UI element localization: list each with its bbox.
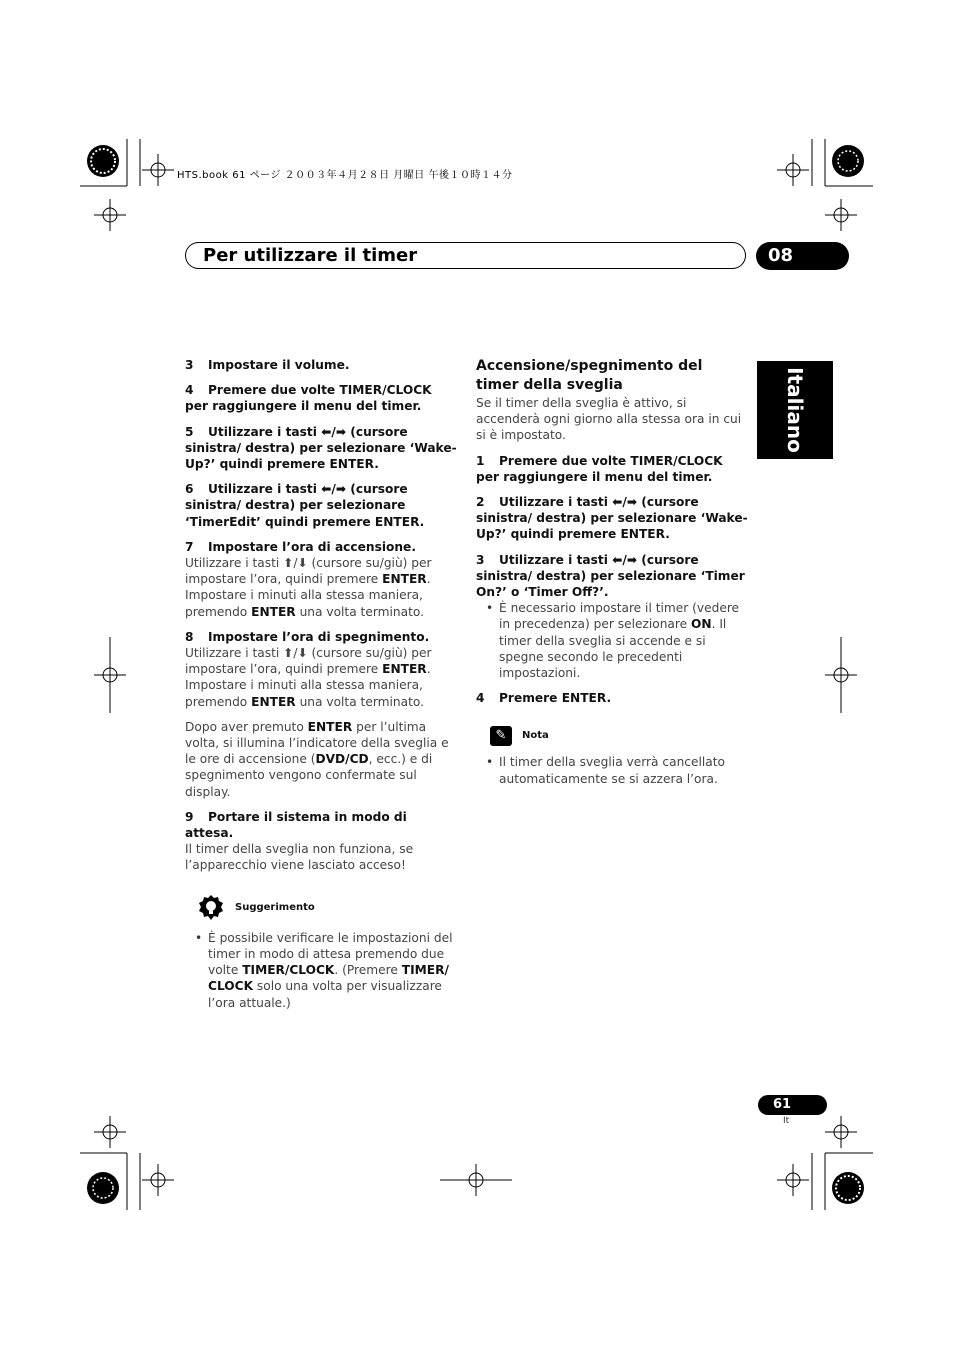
- chapter-number: 08: [756, 242, 849, 270]
- right-column: [476, 357, 748, 796]
- step-9: 9 Portare il sistema in modo di attesa.: [185, 809, 407, 841]
- r-step-2: 2 Utilizzare i tasti ⬅/➡ (cursore sinistra/ destra) per selezionare ‘Wake-Up?’ quindi premere ENTER.: [476, 495, 748, 542]
- step-4: 4 Premere due volte TIMER/CLOCK per raggiungere il menu del timer.: [185, 383, 432, 414]
- page-title: Per utilizzare il timer: [203, 245, 418, 266]
- tip-label: Suggerimento: [235, 901, 315, 913]
- pencil-icon: ✎: [490, 726, 512, 746]
- language-tab: [757, 361, 833, 459]
- print-header: HTS.book 61 ページ ２００３年４月２８日 月曜日 午後１０時１４分: [177, 170, 513, 181]
- section-intro: Se il timer della sveglia è attivo, si accenderà ogni giorno alla stessa ora in cui si è impostato.: [476, 396, 742, 443]
- r-step-3: 3 Utilizzare i tasti ⬅/➡ (cursore sinistra/ destra) per selezionare ‘Timer On?’ o ‘Timer Off?’.: [476, 552, 745, 600]
- after-paragraph: Dopo aver premuto ENTER per l’ultima volta, si illumina l’indicatore della sveglia e le ore di accensione (DVD/CD, ecc.) e di spegnimento vengono confermate sul display.: [185, 719, 449, 799]
- step-7-body: Utilizzare i tasti ⬆/⬇ (cursore su/giù) per impostare l’ora, quindi premere ENTER. Impostare i minuti alla stessa maniera, premendo ENTER una volta terminato.: [185, 556, 432, 619]
- step-9-body: Il timer della sveglia non funziona, se l’apparecchio viene lasciato acceso!: [185, 842, 414, 873]
- r-step-1: 1 Premere due volte TIMER/CLOCK per raggiungere il menu del timer.: [476, 453, 723, 484]
- page-language-code: It: [783, 1116, 790, 1126]
- step-3: 3 Impostare il volume.: [185, 358, 350, 372]
- note-heading: [490, 726, 748, 746]
- step-7: 7 Impostare l’ora di accensione.: [185, 539, 416, 554]
- r-step-3-bullet: • È necessario impostare il timer (vedere in precedenza) per selezionare ON. Il timer della sveglia si accende e si spegne secondo le precedenti impostazioni.: [486, 601, 740, 681]
- step-8: 8 Impostare l’ora di spegnimento.: [185, 629, 430, 644]
- r-step-4: 4 Premere ENTER.: [476, 691, 612, 706]
- page-number: 61: [758, 1095, 827, 1115]
- note-bullet: • Il timer della sveglia verrà cancellato automaticamente se si azzera l’ora.: [486, 755, 725, 786]
- step-6: 6 Utilizzare i tasti ⬅/➡ (cursore sinistra/ destra) per selezionare ‘TimerEdit’ quindi premere ENTER.: [185, 482, 425, 529]
- tip-heading: [197, 894, 457, 922]
- step-5: 5 Utilizzare i tasti ⬅/➡ (cursore sinistra/ destra) per selezionare ‘Wake-Up?’ quindi premere ENTER.: [185, 424, 457, 472]
- left-column: [185, 357, 457, 1020]
- section-heading: Accensione/spegnimento del timer della sveglia: [476, 358, 703, 393]
- language-tab-label: Italiano: [783, 367, 807, 453]
- tip-bullet: • È possibile verificare le impostazioni del timer in modo di attesa premendo due volte TIMER/CLOCK. (Premere TIMER/ CLOCK solo una volta per visualizzare l’ora attuale.): [195, 930, 453, 1010]
- note-label: Nota: [522, 730, 549, 742]
- lightbulb-icon: [197, 894, 225, 922]
- step-8-body: Utilizzare i tasti ⬆/⬇ (cursore su/giù) per impostare l’ora, quindi premere ENTER. Impostare i minuti alla stessa maniera, premendo ENTER una volta terminato.: [185, 646, 432, 709]
